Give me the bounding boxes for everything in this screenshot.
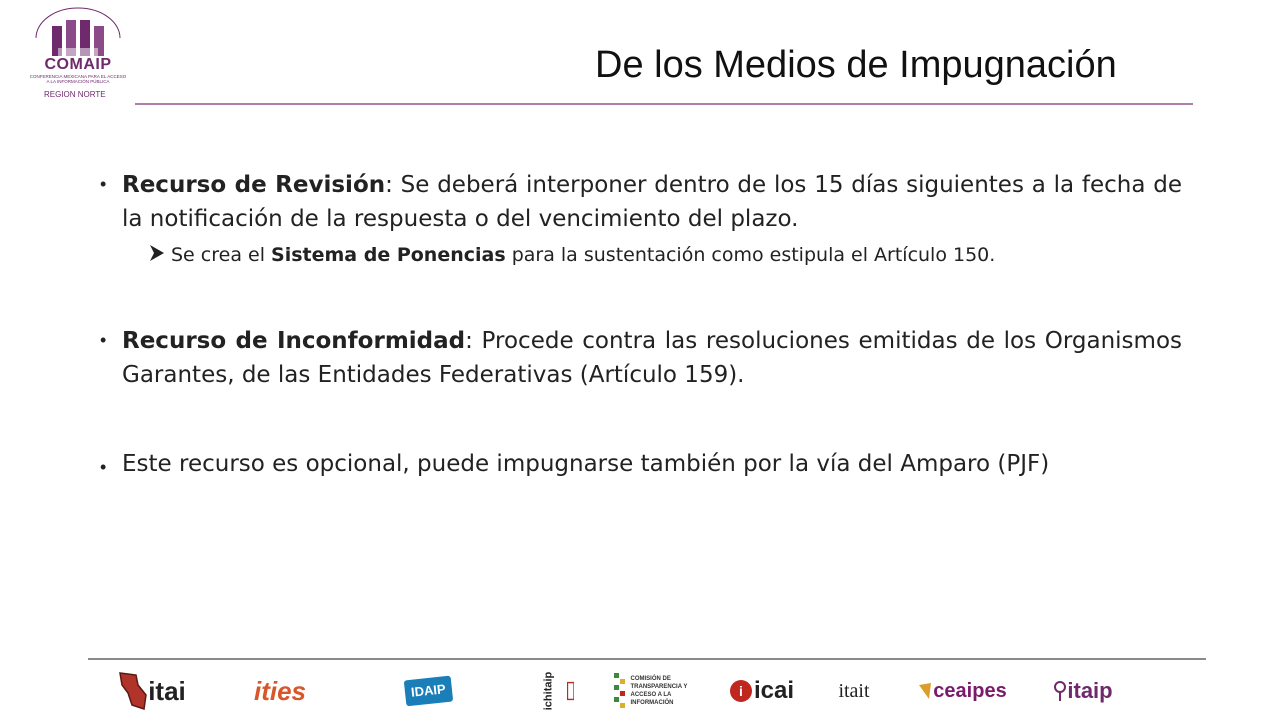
title-divider: [135, 103, 1193, 105]
bullet-text: : Procede contra las resoluciones emitidas de los Organismos Garantes, de las Entidades Federativas (Artículo 159).: [122, 328, 1183, 388]
sonora-map-icon: [118, 671, 148, 711]
bullet-amparo: Este recurso es opcional, puede impugnarse también por la vía del Amparo (PJF): [122, 451, 1050, 477]
icai-info-icon: i: [730, 680, 752, 702]
itaip-logo: itaip: [1048, 664, 1118, 718]
ichitaip-logo: ichitaip: [528, 664, 574, 718]
sub-bullet-prefix: Se crea el: [171, 244, 272, 266]
bullet-text: : Se deberá interponer dentro de los 15 días siguientes a la fecha de la notificación de la respuesta o del vencimiento del plazo.: [122, 172, 1182, 232]
icai-logo: i icai: [724, 664, 800, 718]
idaip-badge: IDAIP: [403, 676, 452, 707]
ceaipes-wing-icon: [917, 681, 933, 701]
magnifier-icon: [1053, 680, 1067, 702]
cotai-logo: COMISIÓN DE TRANSPARENCIA Y ACCESO A LA INFORMACIÓN: [612, 664, 698, 718]
logo-subtext: CONFERENCIA MEXICANA PARA EL ACCESO A LA INFORMACIÓN PÚBLICA: [29, 74, 127, 84]
ceaipes-logo: ceaipes: [912, 664, 1012, 718]
logo-wordmark: COMAIP: [44, 56, 112, 73]
itai-logo: itai: [112, 664, 192, 718]
footer-divider: [88, 658, 1206, 660]
bullet-term: Recurso de Inconformidad: [122, 328, 466, 354]
sub-bullet-ponencias: [171, 244, 995, 266]
ities-logo: ities: [253, 675, 307, 706]
region-label: REGION NORTE: [44, 90, 106, 99]
bullet-dot-icon: •: [100, 457, 107, 477]
door-icon: [567, 672, 574, 710]
slide-title: De los Medios de Impugnación: [595, 44, 1117, 86]
itait-logo: itait: [838, 679, 870, 702]
comaip-logo: [28, 4, 128, 104]
sub-bullet-suffix: para la sustentación como estipula el Artículo 150.: [505, 244, 996, 266]
arrow-bullet-icon: [148, 243, 166, 268]
bullet-dot-icon: •: [100, 174, 107, 194]
cotai-squares-icon: [614, 673, 628, 709]
sub-bullet-term: Sistema de Ponencias: [271, 244, 506, 266]
idaip-logo: [368, 664, 488, 718]
bullet-recurso-revision: [122, 168, 1182, 236]
comaip-emblem-icon: [28, 4, 128, 60]
bullet-term: Recurso de Revisión: [122, 172, 386, 198]
bullet-recurso-inconformidad: [122, 324, 1182, 392]
bullet-dot-icon: •: [100, 330, 107, 350]
